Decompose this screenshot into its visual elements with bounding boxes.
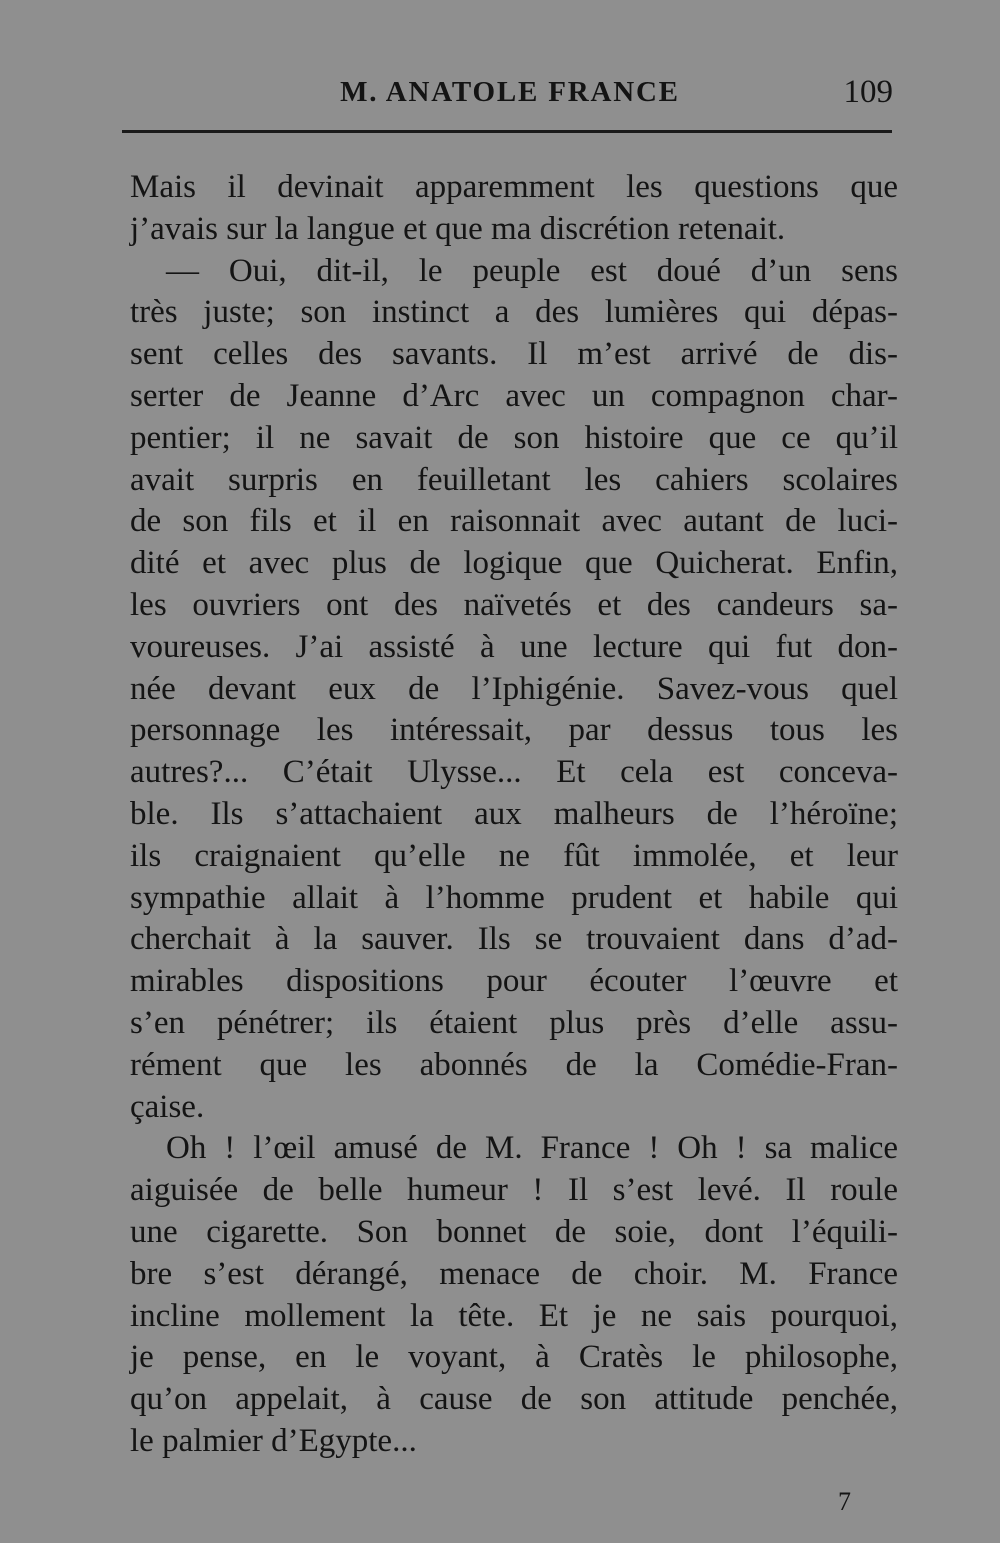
text-line: avait surpris en feuilletant les cahiers scolaires	[130, 461, 898, 498]
text-line: çaise.	[130, 1088, 205, 1125]
text-line: — Oui, dit-il, le peuple est doué d’un sens	[166, 252, 898, 289]
header-rule	[122, 130, 892, 133]
text-line: rément que les abonnés de la Comédie-Fran-	[130, 1046, 898, 1083]
text-line: dité et avec plus de logique que Quicherat. Enfin,	[130, 545, 898, 582]
text-line: de son fils et il en raisonnait avec autant de luci-	[130, 503, 898, 540]
text-line: mirables dispositions pour écouter l’œuvre et	[130, 963, 898, 1000]
running-title: M. ANATOLE FRANCE	[340, 76, 680, 108]
text-line: serter de Jeanne d’Arc avec un compagnon char-	[130, 377, 898, 414]
text-line: sympathie allait à l’homme prudent et habile qui	[130, 879, 898, 916]
text-line: Mais il devinait apparemment les questions que	[130, 169, 898, 205]
text-line: qu’on appelait, à cause de son attitude penchée,	[130, 1381, 898, 1418]
text-line: cherchait à la sauver. Ils se trouvaient dans d’ad-	[130, 921, 898, 958]
text-line: incline mollement la tête. Et je ne sais pourquoi,	[130, 1297, 898, 1334]
text-line: une cigarette. Son bonnet de soie, dont l’équili-	[130, 1213, 898, 1250]
text-line: aiguisée de belle humeur ! Il s’est levé. Il roule	[130, 1172, 898, 1209]
text-line: ble. Ils s’attachaient aux malheurs de l’héroïne;	[130, 795, 898, 832]
text-line: autres?... C’était Ulysse... Et cela est conceva-	[130, 754, 898, 791]
text-line: personnage les intéressait, par dessus tous les	[130, 712, 898, 749]
text-line: je pense, en le voyant, à Cratès le philosophe,	[130, 1339, 898, 1376]
text-line: bre s’est dérangé, menace de choir. M. France	[130, 1255, 898, 1292]
text-line: s’en pénétrer; ils étaient plus près d’elle assu-	[130, 1004, 898, 1041]
text-line: née devant eux de l’Iphigénie. Savez-vous quel	[130, 670, 898, 707]
text-line: Oh ! l’œil amusé de M. France ! Oh ! sa malice	[166, 1130, 898, 1167]
page-number: 109	[843, 74, 893, 110]
text-line: sent celles des savants. Il m’est arrivé de dis-	[130, 336, 898, 373]
running-head	[125, 70, 895, 120]
signature-mark: 7	[838, 1487, 851, 1516]
text-line: très juste; son instinct a des lumières qui dépas-	[130, 294, 898, 331]
text-line: les ouvriers ont des naïvetés et des candeurs sa-	[130, 586, 898, 623]
text-line: le palmier d’Egypte...	[130, 1422, 417, 1459]
body-text	[130, 167, 898, 1463]
text-line: j’avais sur la langue et que ma discrétion retenait.	[130, 210, 786, 247]
text-line: voureuses. J’ai assisté à une lecture qui fut don-	[130, 628, 898, 665]
text-line: pentier; il ne savait de son histoire que ce qu’il	[130, 419, 898, 456]
text-line: ils craignaient qu’elle ne fût immolée, et leur	[130, 837, 898, 874]
